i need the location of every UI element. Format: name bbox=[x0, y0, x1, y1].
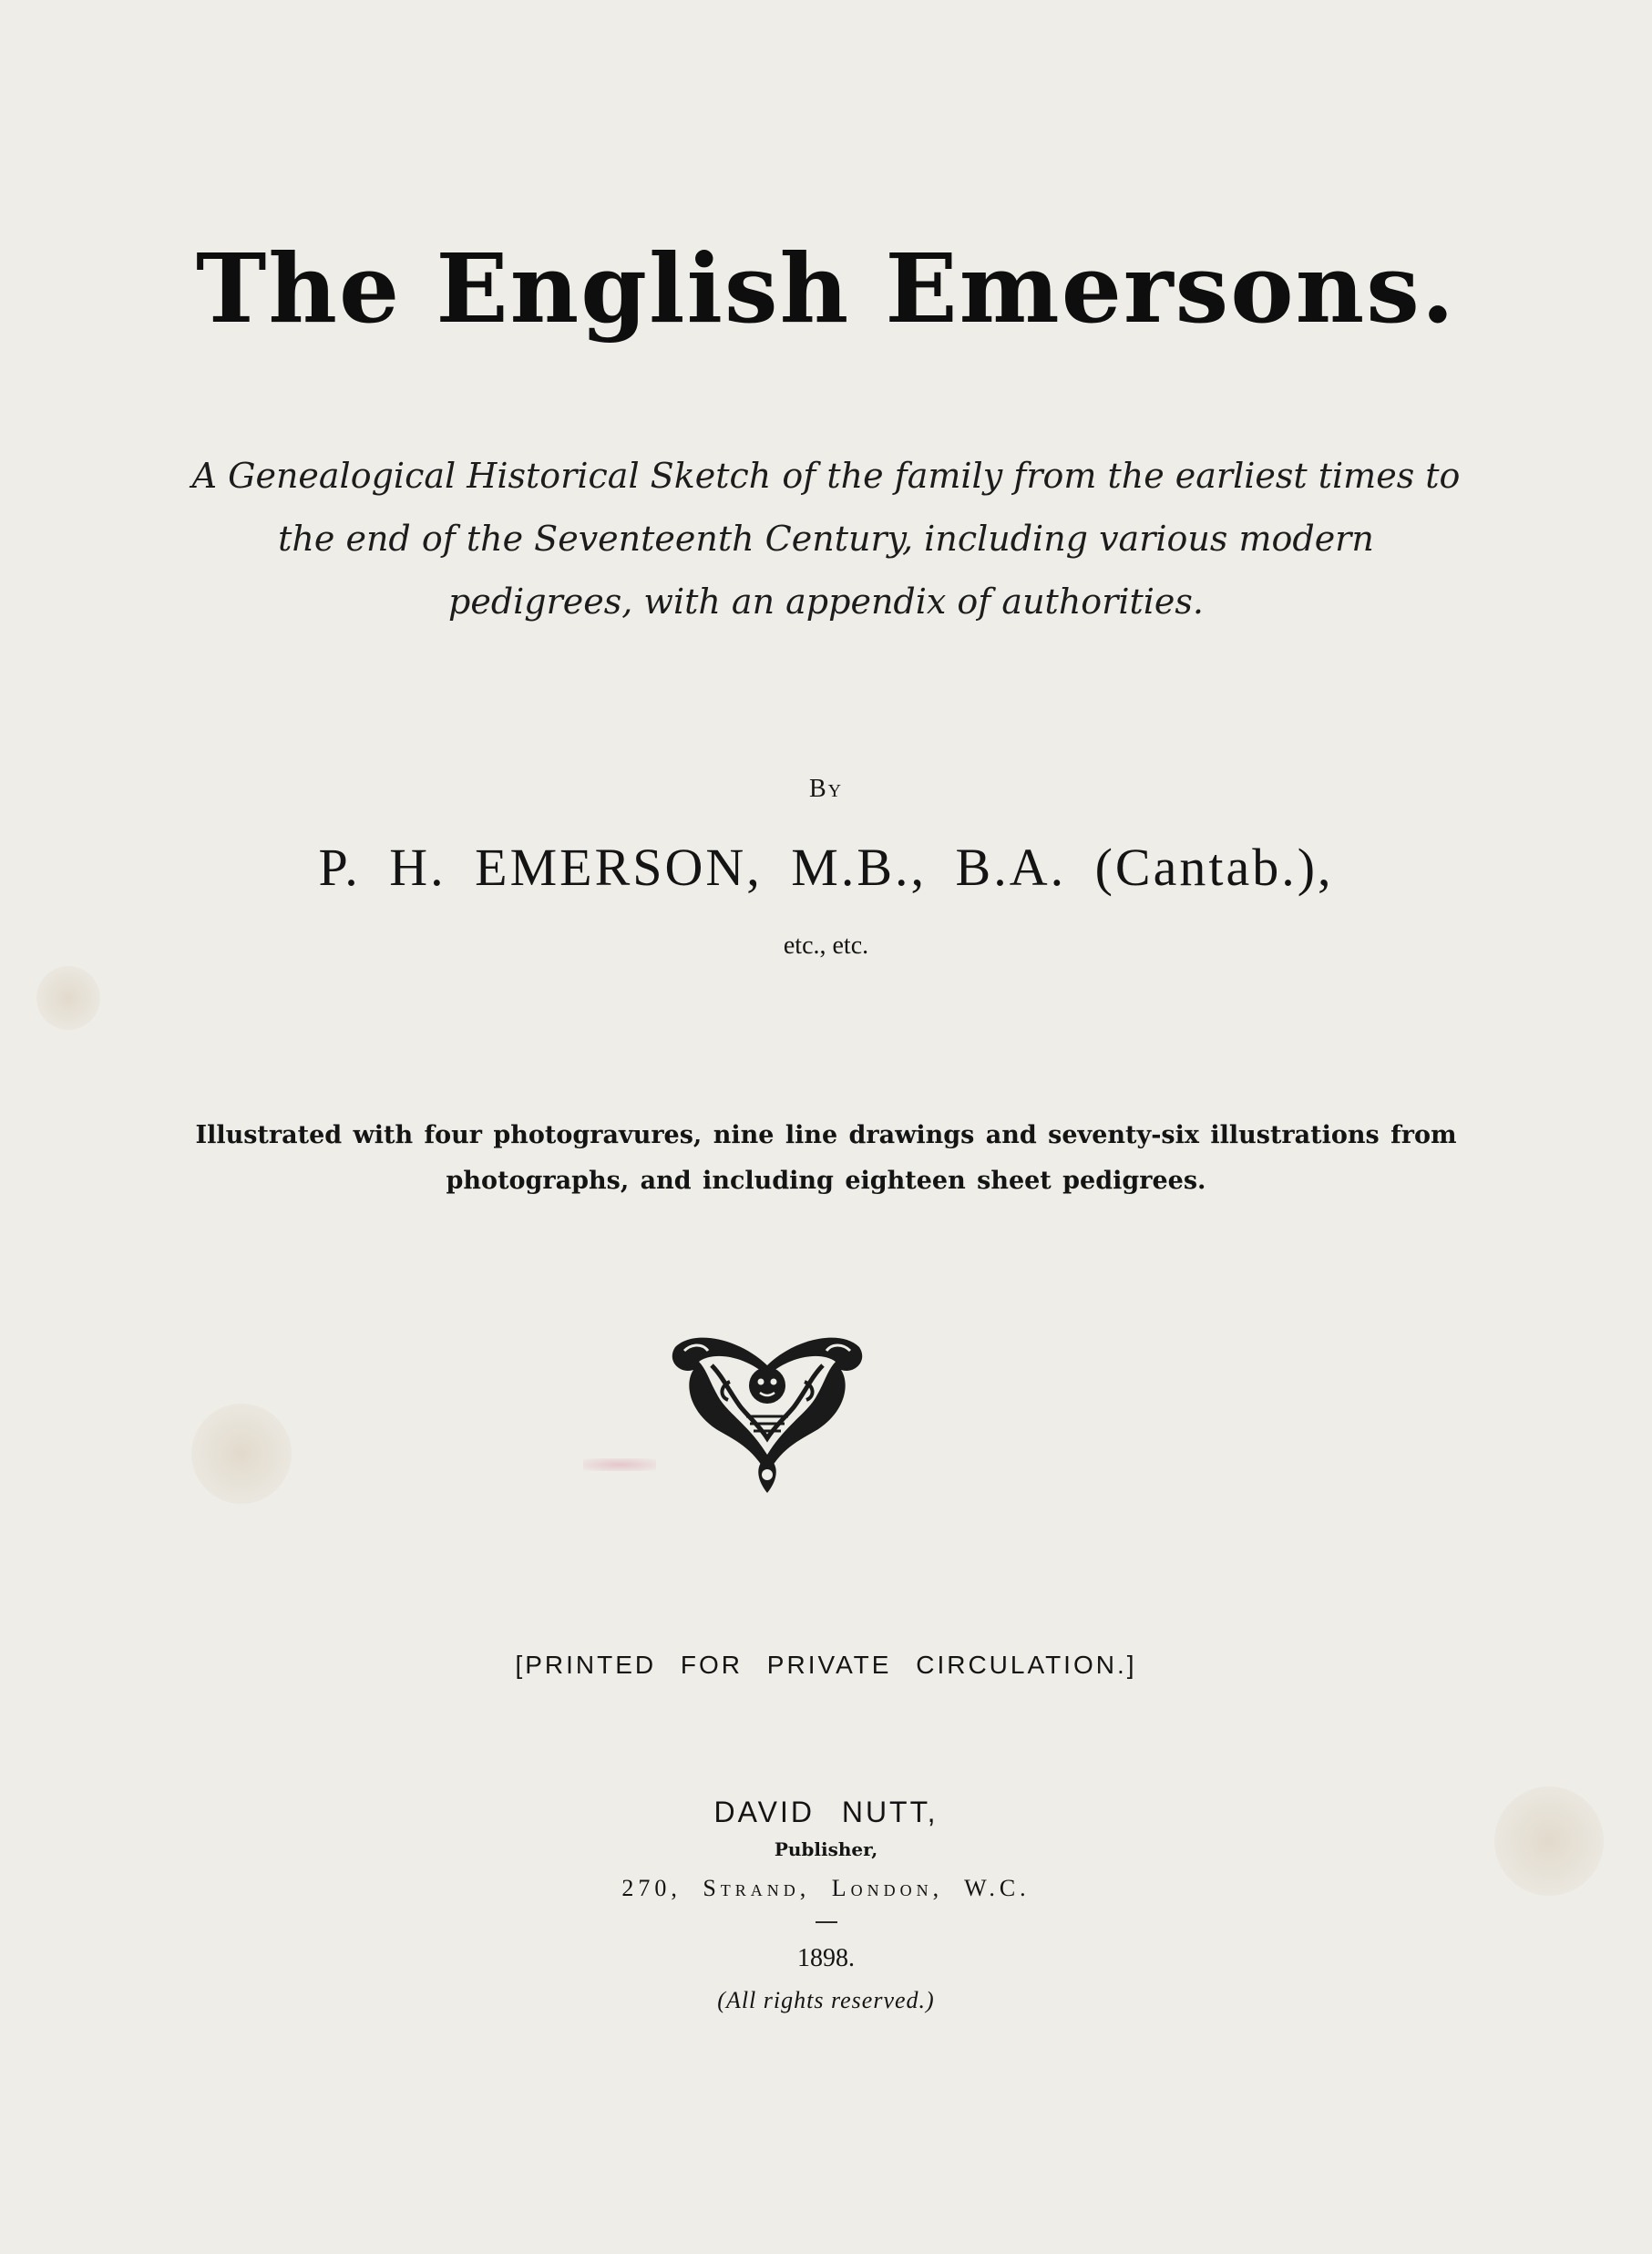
faint-stamp-mark bbox=[583, 1458, 656, 1471]
grotesque-mask-vignette-icon bbox=[666, 1329, 868, 1495]
private-circulation-note: [PRINTED FOR PRIVATE CIRCULATION.] bbox=[515, 1651, 1137, 1679]
author-etc: etc., etc. bbox=[783, 931, 869, 960]
foxing-stain bbox=[191, 1404, 292, 1504]
foxing-stain bbox=[36, 966, 100, 1030]
publisher-address: 270, Strand, London, W.C. bbox=[621, 1875, 1031, 1901]
author-name: P. H. EMERSON, M.B., B.A. (Cantab.), bbox=[318, 838, 1334, 897]
subtitle-line-1: A Genealogical Historical Sketch of the family from the earliest times to bbox=[191, 456, 1461, 496]
publication-year: 1898. bbox=[797, 1944, 855, 1972]
illustrations-line-2: photographs, and including eighteen sheet pedigrees. bbox=[446, 1167, 1206, 1195]
publisher-name: DAVID NUTT, bbox=[713, 1796, 939, 1828]
subtitle-line-3: pedigrees, with an appendix of authorities. bbox=[448, 582, 1204, 622]
subtitle-line-2: the end of the Seventeenth Century, including various modern bbox=[278, 519, 1374, 559]
book-title: The English Emersons. bbox=[196, 232, 1456, 345]
rights-notice: (All rights reserved.) bbox=[717, 1987, 935, 2013]
divider-dash bbox=[816, 1921, 837, 1923]
publisher-role: Publisher, bbox=[774, 1838, 878, 1860]
illustrations-line-1: Illustrated with four photogravures, nine line drawings and seventy-six illustrations from bbox=[195, 1121, 1457, 1149]
by-label: By bbox=[808, 775, 844, 803]
